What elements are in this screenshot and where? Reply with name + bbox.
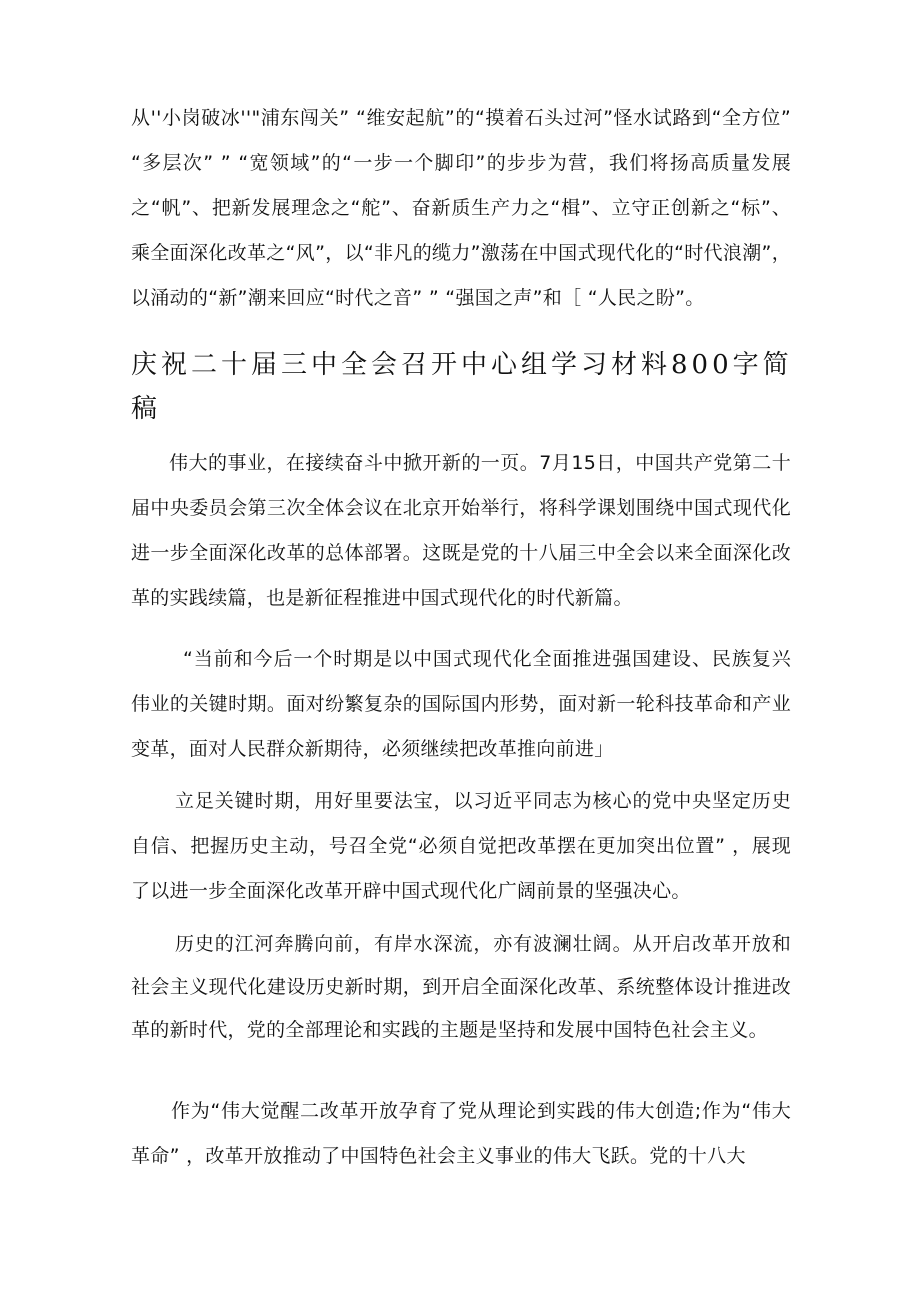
intro-paragraph: 从''小岗破冰''"浦东闯关” “维安起航”的“摸着石头过河”怪水试路到“全方位” “多层次” ” “宽领域”的“一步一个脚印”的步步为营，我们将扬高质量发展之“帆”、把新发展理念之“舵”、奋新质生产力之“楫”、立守正创新之“标”、乘全面深化改革之“风”，以“非凡的缆力”激荡在中国式现代化的“时代浪潮”，以涌动的“新”潮来回应“时代之音” ” “强国之声”和［ “人民之盼”。	[131, 107, 791, 309]
body-paragraph-4: 历史的江河奔腾向前，有岸水深流，亦有波澜壮阔。从开启改革开放和社会主义现代化建设历史新时期，到开启全面深化改革、系统整体设计推进改革的新时代，党的全部理论和实践的主题是坚持和发展中国特色社会主义。	[131, 933, 791, 1041]
body-paragraph-5: 作为“伟大觉醒二改革开放孕育了党从理论到实践的伟大创造;作为“伟大革命” ，改革开放推动了中国特色社会主义事业的伟大飞跃。党的十八大	[131, 1100, 791, 1167]
body-paragraph-1: 伟大的事业，在接续奋斗中掀开新的一页。7月15日，中国共产党第二十届中央委员会第三次全体会议在北京开始举行，将科学课划围绕中国式现代化进一步全面深化改革的总体部署。这既是党的十八届三中全会以来全面深化改革的实践续篇，也是新征程推进中国式现代化的时代新篇。	[131, 452, 791, 609]
body-paragraph-3: 立足关键时期，用好里要法宝，以习近平同志为核心的党中央坚定历史自信、把握历史主动，号召全党“必须自觉把改革摆在更加突出位置” ，展现了以进一步全面深化改革开辟中国式现代化广阔前景的坚强决心。	[131, 790, 791, 902]
body-paragraph-2: “当前和今后一个时期是以中国式现代化全面推进强国建设、民族复兴伟业的关键时期。面对纷繁复杂的国际国内形势，面对新一轮科技革命和产业变革，面对人民群众新期待，必须继续把改革推向前进」	[131, 648, 791, 760]
document-title: 庆祝二十届三中全会召开中心组学习材料800字简稿	[131, 350, 793, 424]
